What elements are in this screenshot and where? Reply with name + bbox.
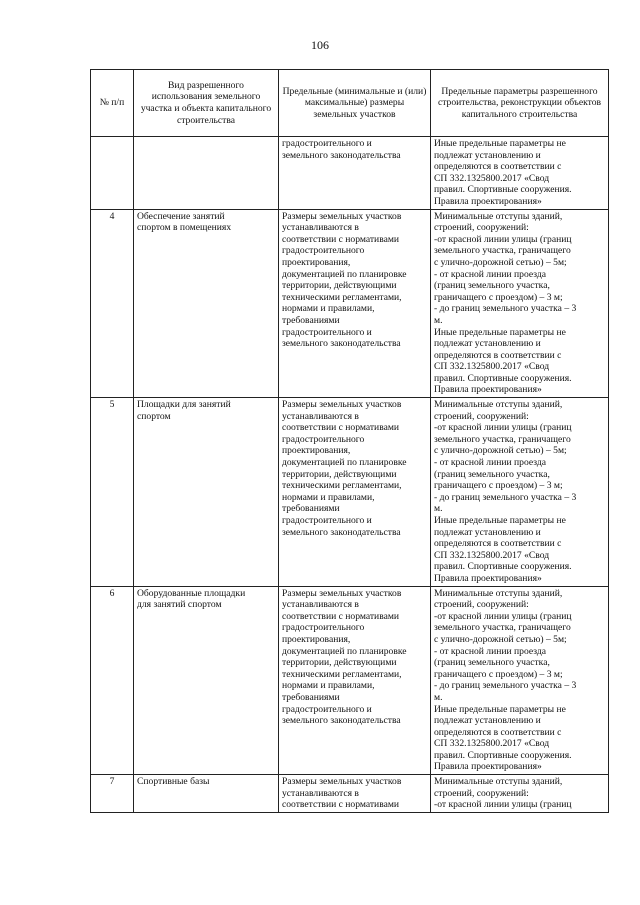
row-params-line: - от красной линии проезда: [434, 457, 546, 469]
row-use-line: спортом: [137, 410, 171, 422]
row-size-line: земельного законодательства: [282, 338, 401, 350]
table-row: [91, 398, 609, 587]
row-number: 7: [91, 775, 134, 813]
row-use: [134, 586, 279, 775]
row-size-line: соответствии с нормативами: [282, 799, 400, 811]
cont-params: [431, 137, 609, 210]
row-size-line: документацией по планировке: [282, 645, 407, 657]
row-params-line: определяются в соответствии с: [434, 349, 562, 361]
row-params-line: - до границ земельного участка – 3: [434, 491, 577, 503]
row-size-line: нормами и правилами,: [282, 491, 375, 503]
row-size-line: земельного законодательства: [282, 715, 401, 727]
row-size-line: техническими регламентами,: [282, 291, 402, 303]
row-params-line: СП 332.1325800.2017 «Свод: [434, 361, 550, 373]
row-size-line: градостроительного и: [282, 703, 372, 715]
row-size-line: градостроительного: [282, 622, 365, 634]
row-params-line: (границ земельного участка,: [434, 468, 550, 480]
row-params-line: правил. Спортивные сооружения.: [434, 561, 572, 573]
row-number: 4: [91, 209, 134, 398]
table-row: [91, 775, 609, 813]
table-row: [91, 586, 609, 775]
row-use-line: Оборудованные площадки: [137, 587, 246, 599]
row-size-line: соответствии с нормативами: [282, 233, 400, 245]
row-params-line: земельного участка, граничащего: [434, 433, 571, 445]
row-size-line: техническими регламентами,: [282, 480, 402, 492]
row-size-line: устанавливаются в: [282, 787, 359, 799]
row-size-line: проектирования,: [282, 445, 351, 457]
row-params-line: Иные предельные параметры не: [434, 703, 566, 715]
row-params-line: земельного участка, граничащего: [434, 245, 571, 257]
row-size: [279, 775, 431, 813]
row-params-line: Иные предельные параметры не: [434, 326, 566, 338]
row-use: [134, 398, 279, 587]
cont-params-line: СП 332.1325800.2017 «Свод: [434, 172, 550, 184]
header-num: № п/п: [91, 70, 134, 137]
row-size-line: требованиями: [282, 691, 340, 703]
row-params-line: -от красной линии улицы (границ: [434, 799, 572, 811]
row-params-line: правил. Спортивные сооружения.: [434, 372, 572, 384]
row-params: [431, 209, 609, 398]
row-params-line: - до границ земельного участка – 3: [434, 680, 577, 692]
cont-size-line: градостроительного и: [282, 138, 372, 149]
row-size-line: градостроительного: [282, 433, 365, 445]
row-size: [279, 209, 431, 398]
header-use: Вид разрешенного использования земельного участка и объекта капитального строительства: [134, 70, 279, 137]
row-use-line: спортом в помещениях: [137, 222, 232, 234]
row-size-line: Размеры земельных участков: [282, 210, 402, 222]
cont-num: [91, 137, 134, 210]
cont-size-line: земельного законодательства: [282, 149, 401, 161]
cont-params-line: Иные предельные параметры не: [434, 138, 566, 149]
cont-params-line: подлежат установлению и: [434, 149, 541, 161]
row-params-line: Минимальные отступы зданий,: [434, 210, 563, 222]
row-params-line: (границ земельного участка,: [434, 657, 550, 669]
row-size-line: устанавливаются в: [282, 599, 359, 611]
row-params-line: м.: [434, 691, 443, 703]
header-size: Предельные (минимальные и (или) максимальные) размеры земельных участков: [279, 70, 431, 137]
cont-use: [134, 137, 279, 210]
row-params-line: земельного участка, граничащего: [434, 622, 571, 634]
row-params-line: -от красной линии улицы (границ: [434, 610, 572, 622]
row-params-line: граничащего с проездом) – 3 м;: [434, 480, 563, 492]
row-params-line: (границ земельного участка,: [434, 280, 550, 292]
row-size-line: документацией по планировке: [282, 268, 407, 280]
regulations-table: [90, 69, 609, 813]
row-params-line: граничащего с проездом) – 3 м;: [434, 668, 563, 680]
row-params-line: Иные предельные параметры не: [434, 515, 566, 526]
continuation-row: [91, 137, 609, 210]
row-params-line: определяются в соответствии с: [434, 726, 562, 738]
cont-params-line: Правила проектирования»: [434, 195, 542, 207]
row-params-line: -от красной линии улицы (границ: [434, 233, 572, 245]
header-params: Предельные параметры разрешенного строительства, реконструкции объектов капитального строительства: [431, 70, 609, 137]
row-size-line: Размеры земельных участков: [282, 587, 402, 599]
row-size-line: устанавливаются в: [282, 222, 359, 234]
row-size-line: территории, действующими: [282, 280, 397, 292]
row-use-line: Площадки для занятий: [137, 399, 231, 411]
row-params-line: -от красной линии улицы (границ: [434, 422, 572, 434]
row-size-line: градостроительного и: [282, 515, 372, 526]
row-size: [279, 398, 431, 587]
row-size-line: территории, действующими: [282, 657, 397, 669]
row-size-line: устанавливаются в: [282, 410, 359, 422]
row-size-line: требованиями: [282, 503, 340, 515]
table-row: [91, 209, 609, 398]
row-size: [279, 586, 431, 775]
row-params: [431, 586, 609, 775]
row-params-line: Правила проектирования»: [434, 572, 542, 584]
row-size-line: Размеры земельных участков: [282, 776, 402, 788]
row-size-line: земельного законодательства: [282, 526, 401, 538]
row-params-line: подлежат установлению и: [434, 715, 541, 727]
row-use-line: Обеспечение занятий: [137, 210, 225, 222]
row-size-line: нормами и правилами,: [282, 680, 375, 692]
row-number: 6: [91, 586, 134, 775]
row-params-line: - от красной линии проезда: [434, 645, 546, 657]
row-size-line: соответствии с нормативами: [282, 610, 400, 622]
row-size-line: Размеры земельных участков: [282, 399, 402, 411]
row-params-line: Минимальные отступы зданий,: [434, 399, 563, 411]
row-params-line: м.: [434, 314, 443, 326]
table-header-row: [91, 70, 609, 137]
row-params-line: строений, сооружений:: [434, 599, 529, 611]
row-size-line: соответствии с нормативами: [282, 422, 400, 434]
row-params-line: с улично-дорожной сетью) – 5м;: [434, 445, 567, 457]
row-size-line: градостроительного и: [282, 326, 372, 338]
row-number: 5: [91, 398, 134, 587]
row-size-line: проектирования,: [282, 633, 351, 645]
row-params-line: Правила проектирования»: [434, 384, 542, 396]
row-use: [134, 209, 279, 398]
row-params-line: подлежат установлению и: [434, 526, 541, 538]
row-params-line: с улично-дорожной сетью) – 5м;: [434, 633, 567, 645]
cont-params-line: правил. Спортивные сооружения.: [434, 184, 572, 196]
row-use-line: для занятий спортом: [137, 599, 222, 611]
row-params-line: Правила проектирования»: [434, 761, 542, 773]
row-params: [431, 398, 609, 587]
row-params-line: СП 332.1325800.2017 «Свод: [434, 738, 550, 750]
row-params-line: м.: [434, 503, 443, 515]
row-size-line: градостроительного: [282, 245, 365, 257]
row-params: [431, 775, 609, 813]
page-number: 106: [311, 38, 329, 52]
cont-size: [279, 137, 431, 210]
row-params-line: строений, сооружений:: [434, 410, 529, 422]
row-use: [134, 775, 279, 813]
row-size-line: проектирования,: [282, 256, 351, 268]
row-params-line: Минимальные отступы зданий,: [434, 776, 563, 788]
row-size-line: нормами и правилами,: [282, 303, 375, 315]
row-size-line: требованиями: [282, 314, 340, 326]
row-params-line: строений, сооружений:: [434, 787, 529, 799]
row-params-line: - до границ земельного участка – 3: [434, 303, 577, 315]
row-params-line: граничащего с проездом) – 3 м;: [434, 291, 563, 303]
row-size-line: документацией по планировке: [282, 457, 407, 469]
row-params-line: подлежат установлению и: [434, 338, 541, 350]
row-params-line: строений, сооружений:: [434, 222, 529, 234]
row-size-line: территории, действующими: [282, 468, 397, 480]
row-params-line: - от красной линии проезда: [434, 268, 546, 280]
row-size-line: техническими регламентами,: [282, 668, 402, 680]
row-use-line: Спортивные базы: [137, 776, 210, 788]
row-params-line: СП 332.1325800.2017 «Свод: [434, 549, 550, 561]
cont-params-line: определяются в соответствии с: [434, 161, 562, 173]
row-params-line: с улично-дорожной сетью) – 5м;: [434, 256, 567, 268]
row-params-line: определяются в соответствии с: [434, 538, 562, 550]
row-params-line: правил. Спортивные сооружения.: [434, 749, 572, 761]
row-params-line: Минимальные отступы зданий,: [434, 587, 563, 599]
